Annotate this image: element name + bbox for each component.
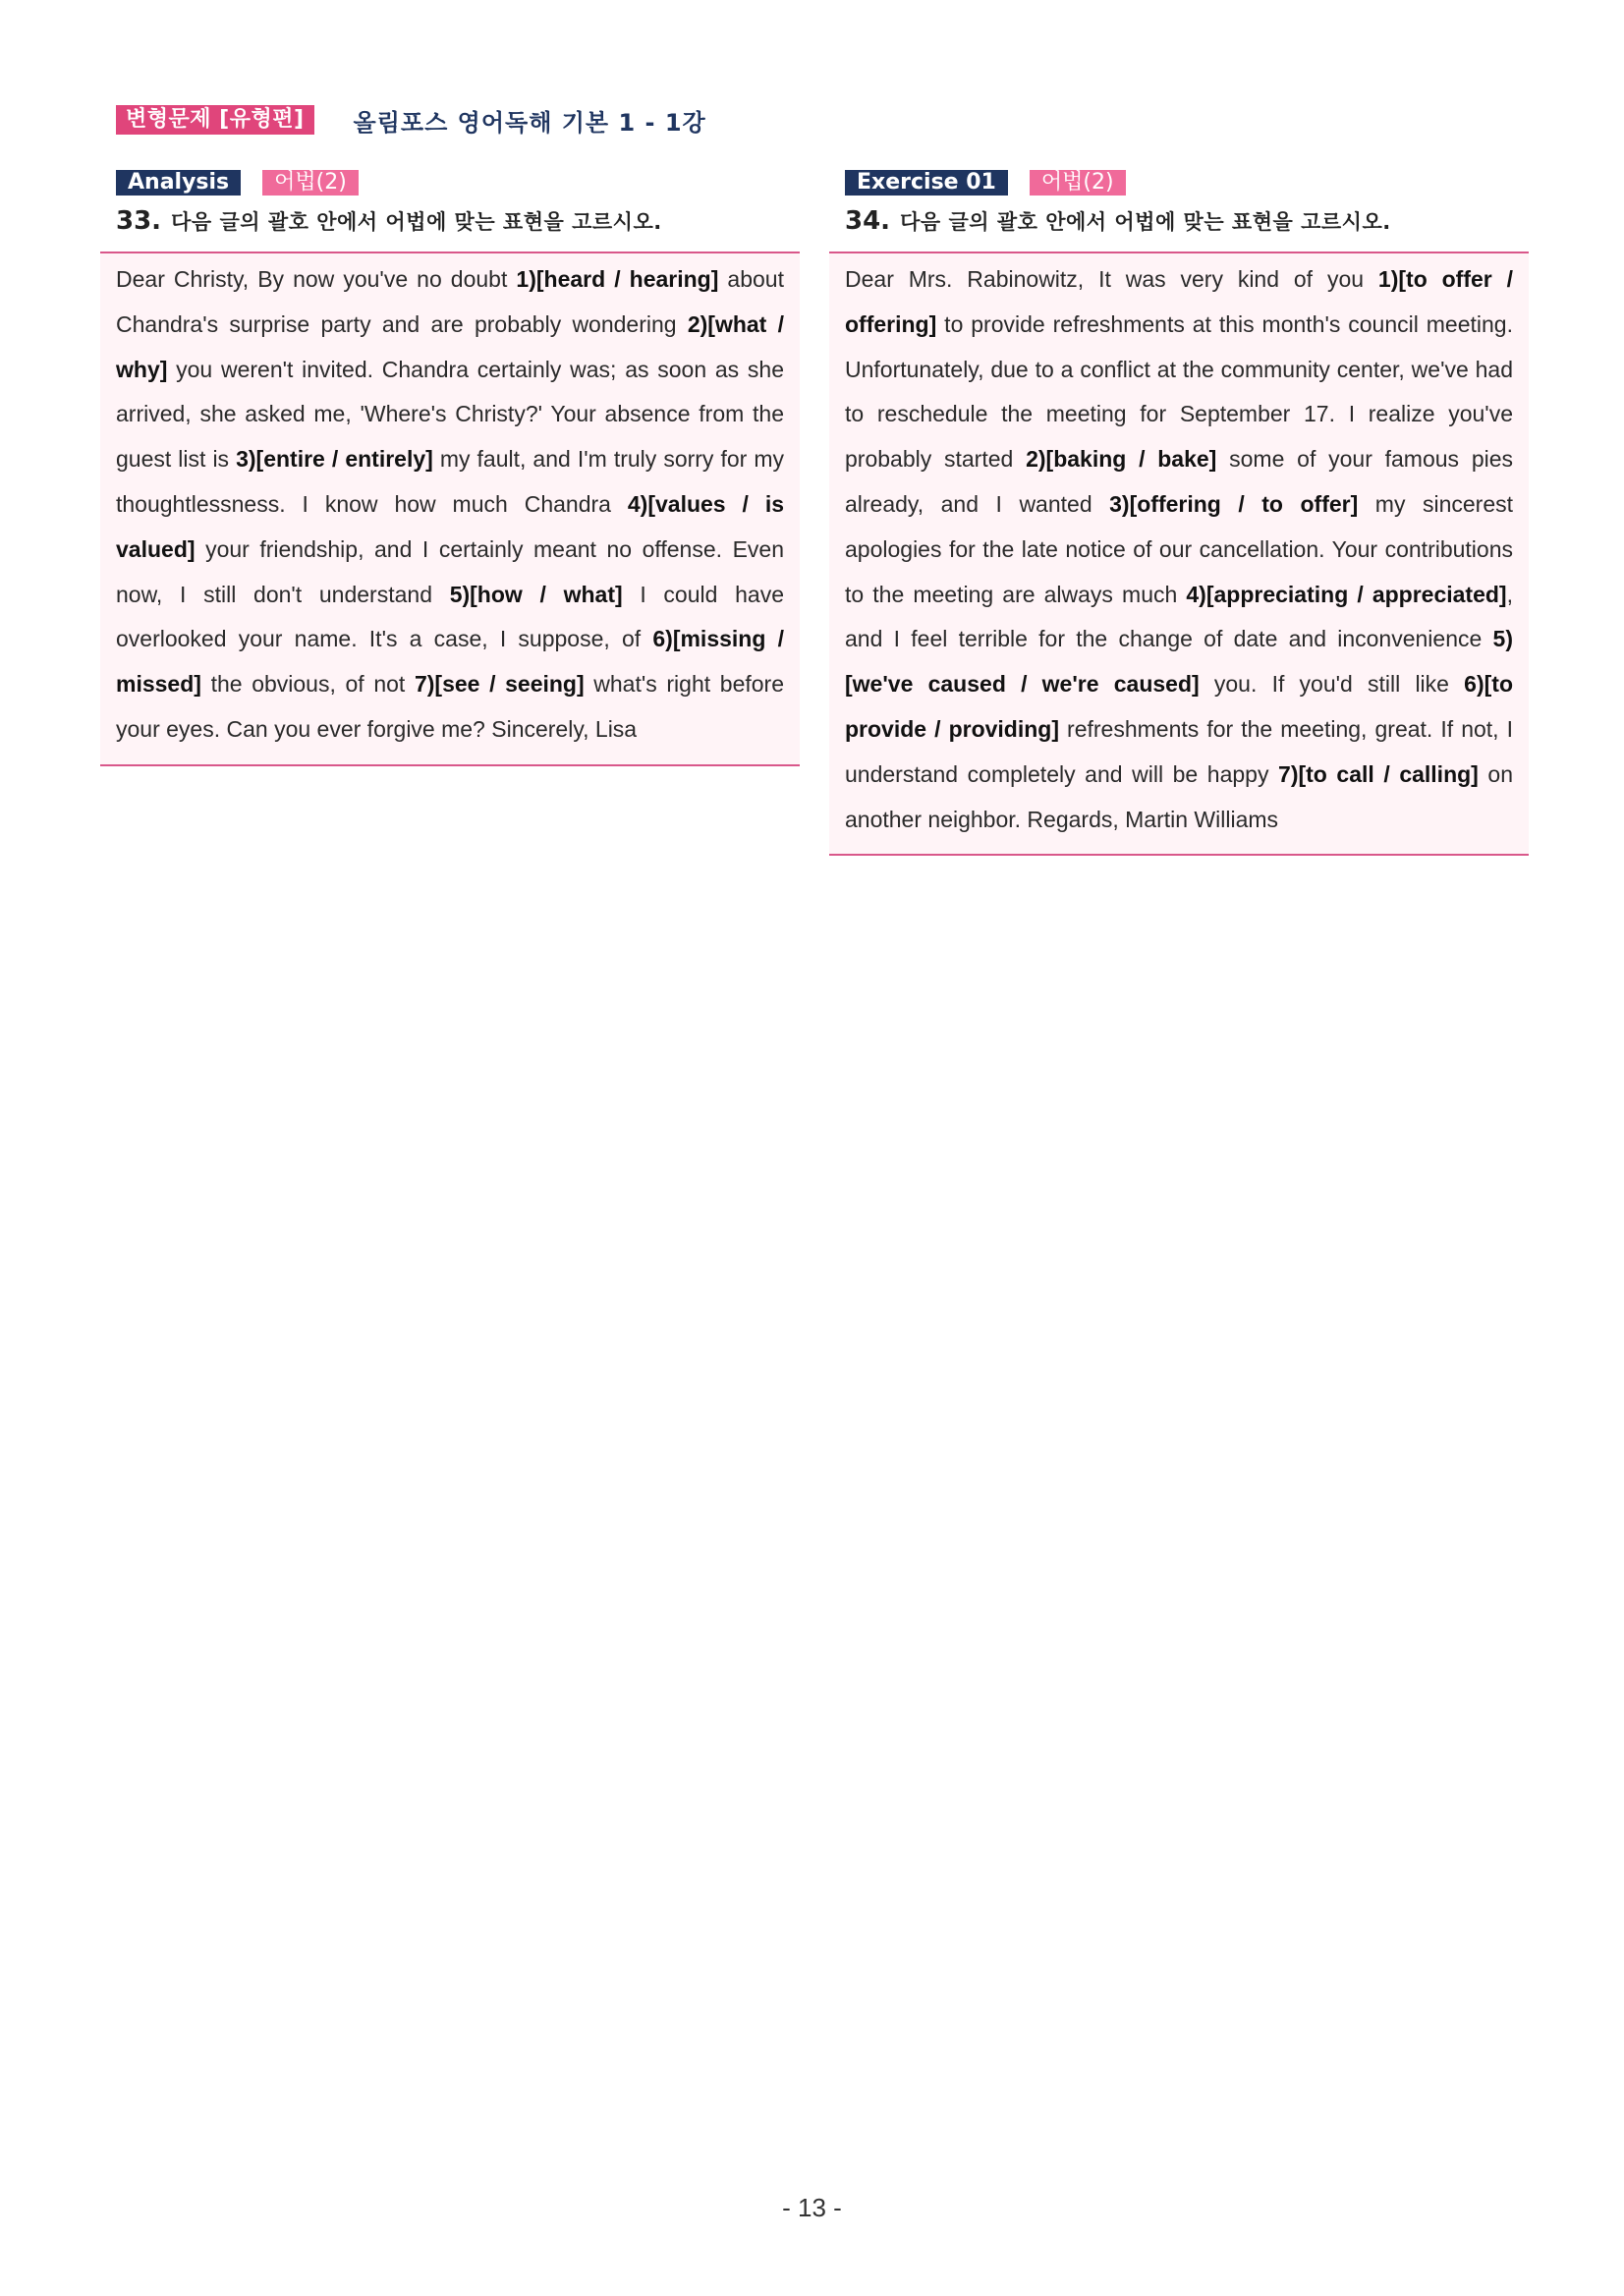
question-tags bbox=[829, 169, 1529, 196]
answer-choice: 2)[baking / bake] bbox=[1026, 446, 1217, 473]
page-header bbox=[116, 104, 706, 136]
question-tags bbox=[100, 169, 800, 196]
passage-segment: your friendship, and I certainly meant no offense. Even now, I still don't understand bbox=[116, 535, 784, 607]
passage-segment: Dear Christy, By now you've no doubt bbox=[116, 266, 517, 292]
grammar-tag: 어법(2) bbox=[262, 170, 359, 196]
question-instruction: 다음 글의 괄호 안에서 어법에 맞는 표현을 고르시오. bbox=[171, 210, 662, 234]
passage-box bbox=[100, 252, 800, 766]
answer-choice: 5)[we've caused / we're caused] bbox=[845, 626, 1513, 698]
passage-segment: Dear Mrs. Rabinowitz, It was very kind of you bbox=[845, 266, 1378, 292]
analysis-tag: Analysis bbox=[116, 170, 241, 196]
question-34-section bbox=[829, 169, 1529, 856]
passage-segment: about Chandra's surprise party and are probably wondering bbox=[116, 266, 784, 337]
passage-text bbox=[845, 257, 1513, 842]
passage-segment: some of your famous pies already, and I wanted bbox=[845, 446, 1514, 517]
passage-segment: what's right before your eyes. Can you ever forgive me? Sincerely, Lisa bbox=[116, 671, 784, 742]
question-number: 34. bbox=[845, 206, 891, 236]
answer-choice: 7)[see / seeing] bbox=[414, 671, 585, 698]
exercise-tag: Exercise 01 bbox=[845, 170, 1008, 196]
passage-segment: , and I feel terrible for the change of date and inconvenience bbox=[845, 581, 1513, 652]
question-33-section bbox=[100, 169, 800, 766]
answer-choice: 2)[what / why] bbox=[116, 310, 784, 382]
passage-segment: you weren't invited. Chandra certainly was; as soon as she arrived, she asked me, 'Where's Christy?' Your absence from the guest list is bbox=[116, 356, 784, 473]
passage-segment: the obvious, of not bbox=[200, 671, 415, 698]
answer-choice: 3)[entire / entirely] bbox=[236, 446, 433, 473]
passage-box bbox=[829, 252, 1529, 856]
passage-segment: to provide refreshments at this month's council meeting. Unfortunately, due to a conflict at the community center, we've had to reschedule the meeting for September 17. I realize you've probably started bbox=[845, 310, 1513, 473]
passage-segment: I could have overlooked your name. It's a case, I suppose, of bbox=[116, 581, 784, 652]
grammar-tag: 어법(2) bbox=[1030, 170, 1126, 196]
answer-choice: 3)[offering / to offer] bbox=[1109, 490, 1359, 517]
passage-segment: you. If you'd still like bbox=[1199, 671, 1465, 698]
answer-choice: 6)[to provide / providing] bbox=[845, 671, 1513, 742]
answer-choice: 1)[to offer / offering] bbox=[845, 266, 1513, 337]
answer-choice: 5)[how / what] bbox=[449, 581, 623, 607]
question-heading bbox=[100, 206, 800, 240]
question-heading bbox=[829, 206, 1529, 240]
passage-segment: refreshments for the meeting, great. If not, I understand completely and will be happy bbox=[845, 715, 1514, 787]
passage-segment: on another neighbor. Regards, Martin Williams bbox=[845, 760, 1513, 832]
header-title: 올림포스 영어독해 기본 1 - 1강 bbox=[353, 108, 706, 137]
question-instruction: 다음 글의 괄호 안에서 어법에 맞는 표현을 고르시오. bbox=[900, 210, 1391, 234]
header-badge: 변형문제 [유형편] bbox=[116, 105, 314, 135]
answer-choice: 7)[to call / calling] bbox=[1278, 760, 1479, 787]
passage-segment: my fault, and I'm truly sorry for my thoughtlessness. I know how much Chandra bbox=[116, 446, 784, 517]
answer-choice: 4)[appreciating / appreciated] bbox=[1186, 581, 1507, 607]
page-number: - 13 - bbox=[782, 2193, 842, 2222]
answer-choice: 1)[heard / hearing] bbox=[516, 266, 719, 292]
passage-segment: my sincerest apologies for the late notice of our cancellation. Your contributions to the meeting are always much bbox=[845, 490, 1513, 607]
answer-choice: 4)[values / is valued] bbox=[116, 490, 784, 562]
question-number: 33. bbox=[116, 206, 162, 236]
answer-choice: 6)[missing / missed] bbox=[116, 626, 784, 698]
passage-text bbox=[116, 257, 784, 753]
